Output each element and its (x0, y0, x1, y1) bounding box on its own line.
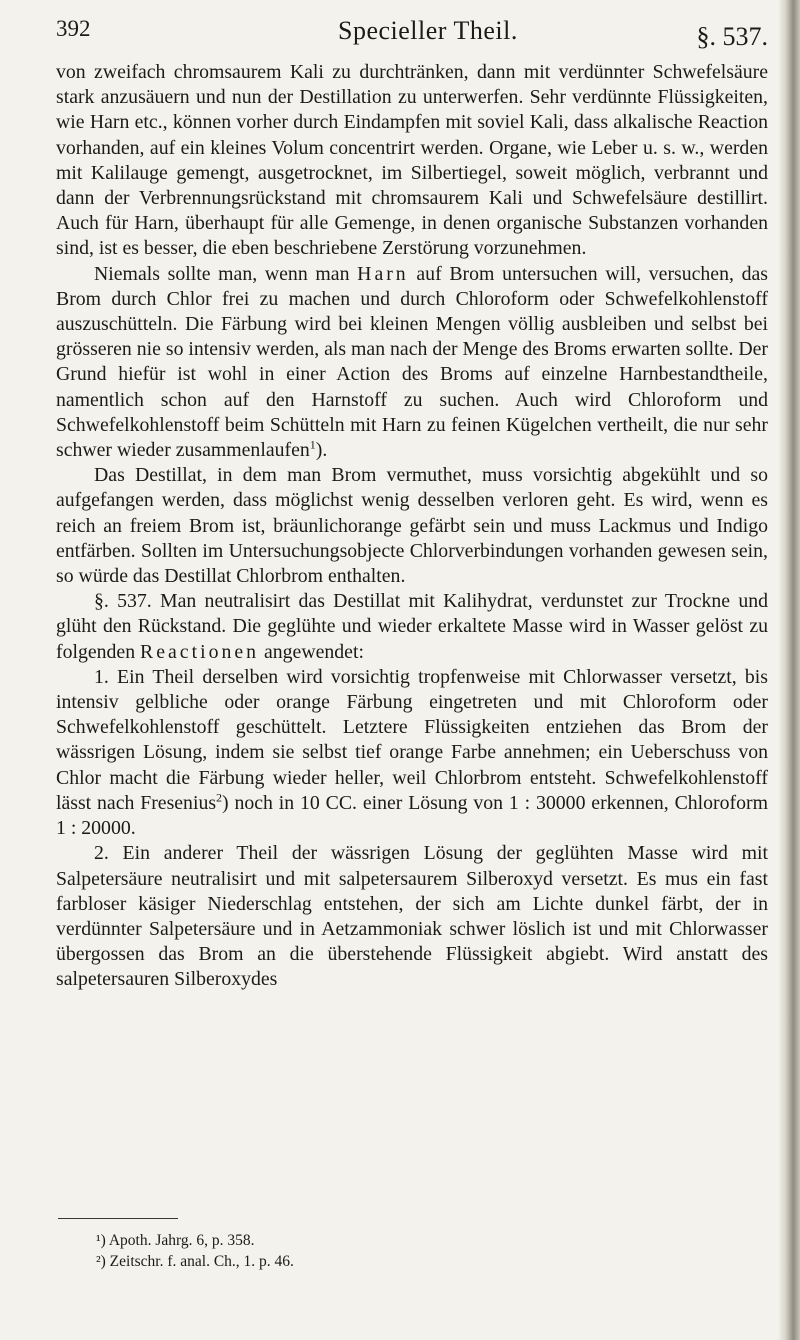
paragraph-6: 2. Ein anderer Theil der wässrigen Lösung der geglühten Masse wird mit Salpetersäure neutralisirt und mit salpetersaurem Silberoxyd versetzt. Es mus ein fast farbloser käsiger Niederschlag entstehen, der sich am Lichte dunkel färbt, der in verdünnter Salpetersäure und in Aetzammoniak schwer löslich ist und mit Chlorwasser übergossen das Brom an die überstehende Flüssigkeit abgiebt. Wird anstatt des salpetersauren Silberoxydes (56, 842, 768, 991)
footnote-marker-1: 1 (309, 437, 316, 452)
paragraph-4-part-b: angewendet: (259, 640, 364, 663)
paragraph-4 (56, 589, 768, 665)
page-number: 392 (56, 16, 91, 41)
paragraph-4-part-a: §. 537. Man neutralisirt das Destillat mit Kalihydrat, verdunstet zur Trockne und glüht den Rückstand. Die geglühte und wieder erkaltete Masse wird in Wasser gelöst zu folgenden (56, 590, 768, 663)
footnote-divider (58, 1218, 178, 1219)
paragraph-1: von zweifach chromsaurem Kali zu durchtränken, dann mit verdünnter Schwefelsäure stark anzusäuern und nun der Destillation zu unterwerfen. Sehr verdünnte Flüssigkeiten, wie Harn etc., können vorher durch Eindampfen mit soviel Kali, dass alkalische Reaction vorhanden, auf ein kleines Volum concentrirt werden. Organe, wie Leber u. s. w., werden mit Kalilauge gemengt, ausgetrocknet, im Silbertiegel, soweit möglich, verbrannt und dann der Verbrennungsrückstand mit chromsaurem Kali und Schwefelsäure destillirt. Auch für Harn, überhaupt für alle Gemenge, in denen organische Substanzen vorhanden sind, ist es besser, die eben beschriebene Zerstörung vorzunehmen. (56, 61, 768, 260)
paragraph-3: Das Destillat, in dem man Brom vermuthet, muss vorsichtig abgekühlt und so aufgefangen werden, dass möglichst wenig desselben verloren geht. Es wird, wenn es reich an freiem Brom ist, bräunlichorange gefärbt sein und muss Lackmus und Indigo entfärben. Sollten im Untersuchungsobjecte Chlorverbindungen vorhanden gewesen sein, so würde das Destillat Chlorbrom enthalten. (56, 464, 768, 588)
emphasis-reactionen: Reactionen (140, 640, 260, 663)
paragraph-5 (56, 665, 768, 841)
footnote-marker-2: 2 (216, 790, 223, 805)
body-text (56, 60, 768, 993)
paragraph-2-part-a: Niemals sollte man, wenn man (94, 262, 358, 285)
section-reference: §. 537. (696, 22, 768, 51)
footnotes (96, 1230, 294, 1272)
page-header (56, 16, 772, 54)
emphasis-harn: Harn (357, 262, 409, 285)
paragraph-5-part-b: ) noch in 10 CC. einer Lösung von 1 : 30000 erkennen, Chloroform 1 : 20000. (56, 791, 768, 840)
paragraph-2-end: . (322, 439, 328, 462)
paragraph-5-part-a: 1. Ein Theil derselben wird vorsichtig tropfenweise mit Chlorwasser versetzt, bis intensiv gelbliche oder orange Färbung eingetreten und mit Chloroform oder Schwefelkohlenstoff geschüttelt. Letztere Flüssigkeiten entziehen das Brom der wässrigen Lösung, indem sie selbst tief orange Farbe annehmen; ein Ueberschuss von Chlor macht die Färbung wieder heller, weil Chlorbrom entsteht. Schwefelkohlenstoff lässt nach Fresenius (56, 665, 768, 814)
running-title: Specieller Theil. (338, 16, 518, 45)
page-edge-shadow (778, 0, 800, 1340)
footnote-1: ¹) Apoth. Jahrg. 6, p. 358. (96, 1232, 255, 1249)
footnote-2: ²) Zeitschr. f. anal. Ch., 1. p. 46. (96, 1253, 294, 1270)
paragraph-2-part-b: auf Brom untersuchen will, versuchen, das Brom durch Chlor frei zu machen und durch Chloroform oder Schwefelkohlenstoff auszuschütteln. Die Färbung wird bei kleinen Mengen völlig ausbleiben und selbst bei grösseren nie so intensiv werden, als man nach der Menge des Broms erwarten sollte. Der Grund hiefür ist wohl in einer Action des Broms auf einzelne Harnbestandtheile, namentlich schon auf den Harnstoff zu suchen. Auch wird Chloroform und Schwefelkohlenstoff beim Schütteln mit Harn zu feinen Kügelchen vertheilt, die nur sehr schwer wieder zusammenlaufen (56, 262, 768, 462)
paragraph-2: Niemals sollte man, wenn man Harn auf Brom untersuchen will, versuchen, das Brom durch Chlor frei zu machen und durch Chloroform oder Schwefelkohlenstoff auszuschütteln. Die Färbung wird bei kleinen Mengen völlig ausbleiben und selbst bei grösseren nie so intensiv werden, als man nach der Menge des Broms erwarten sollte. Der Grund hiefür ist wohl in einer Action des Broms auf einzelne Harnbestandtheile, namentlich schon auf den Harnstoff zu suchen. Auch wird Chloroform und Schwefelkohlenstoff beim Schütteln mit Harn zu feinen Kügelchen vertheilt, die nur sehr schwer wieder zusammenlaufen$^1$). (56, 262, 768, 462)
